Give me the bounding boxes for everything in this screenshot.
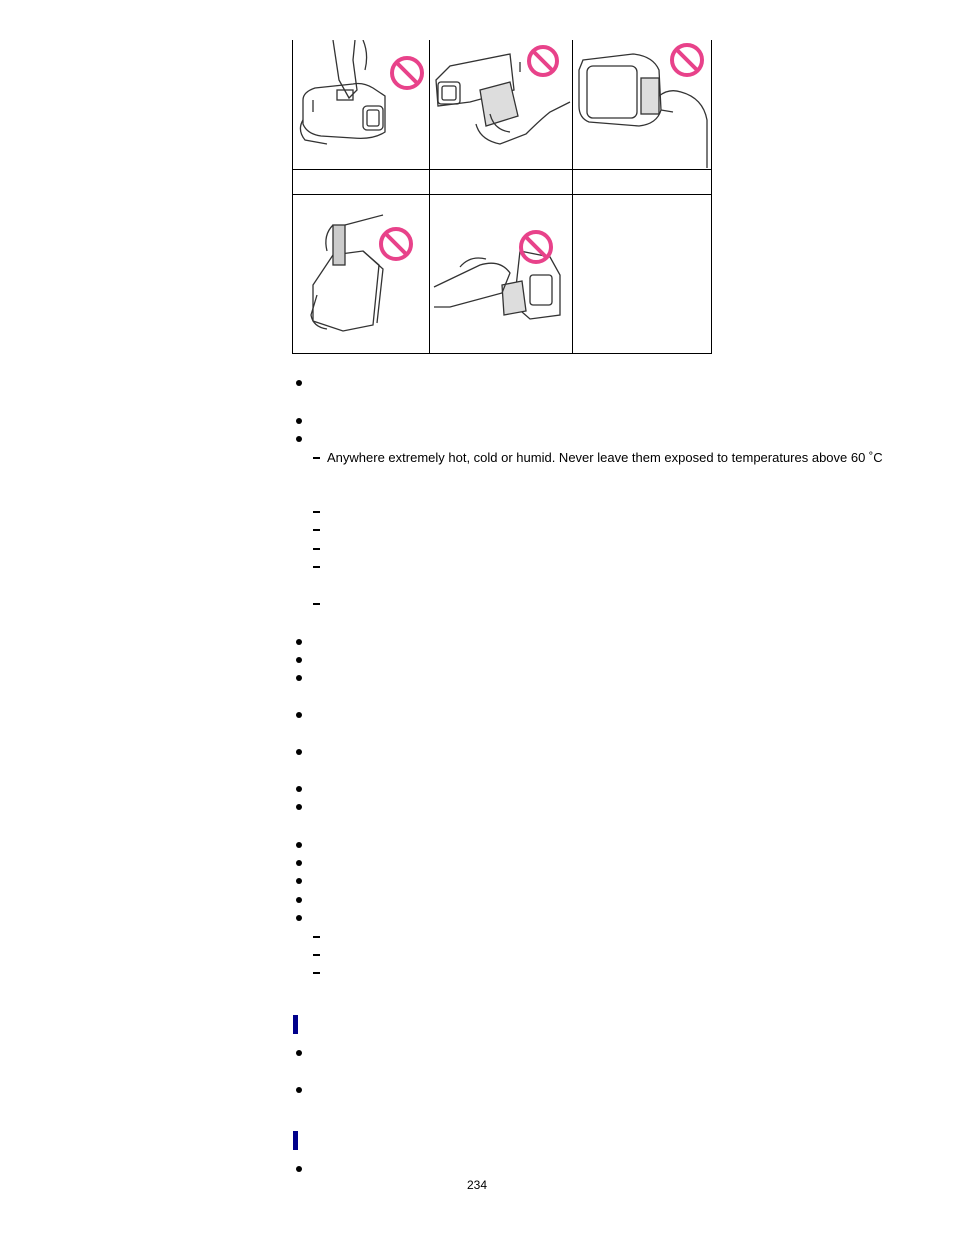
section-heading-marker: [293, 1131, 298, 1150]
camcorder-insert-icon: [430, 195, 572, 353]
list-item-text: Anywhere extremely hot, cold or humid. Never leave them exposed to temperatures above 60 ˚C: [327, 450, 883, 465]
page-number: 234: [466, 1178, 488, 1192]
list-bullet: [296, 1087, 302, 1093]
illustration-cell: [572, 40, 712, 170]
list-dash: [313, 511, 320, 513]
illustration-cell: [292, 40, 430, 170]
list-dash: [313, 954, 320, 956]
list-dash: [313, 566, 320, 568]
illustration-table: [292, 40, 712, 354]
list-bullet: [296, 657, 302, 663]
camcorder-touch-icon: [293, 40, 429, 168]
camcorder-battery-side-icon: [573, 40, 711, 168]
illustration-cell: [429, 40, 573, 170]
camcorder-battery-grip-icon: [430, 40, 572, 168]
list-dash: [313, 457, 320, 459]
list-dash: [313, 529, 320, 531]
list-bullet: [296, 380, 302, 386]
illustration-cell: [429, 194, 573, 354]
list-bullet: [296, 915, 302, 921]
list-bullet: [296, 897, 302, 903]
camcorder-terminal-icon: [293, 195, 429, 353]
list-bullet: [296, 1050, 302, 1056]
list-bullet: [296, 436, 302, 442]
list-dash: [313, 972, 320, 974]
list-bullet: [296, 418, 302, 424]
illustration-cell: [292, 194, 430, 354]
list-bullet: [296, 786, 302, 792]
list-bullet: [296, 878, 302, 884]
table-empty-cell: [572, 194, 712, 354]
list-bullet: [296, 804, 302, 810]
list-bullet: [296, 860, 302, 866]
list-bullet: [296, 675, 302, 681]
list-dash: [313, 548, 320, 550]
list-bullet: [296, 1166, 302, 1172]
section-heading-marker: [293, 1015, 298, 1034]
list-dash: [313, 936, 320, 938]
table-empty-cell: [572, 169, 712, 195]
table-empty-cell: [429, 169, 573, 195]
list-bullet: [296, 842, 302, 848]
list-bullet: [296, 712, 302, 718]
table-empty-cell: [292, 169, 430, 195]
list-bullet: [296, 749, 302, 755]
list-dash: [313, 603, 320, 605]
list-bullet: [296, 639, 302, 645]
